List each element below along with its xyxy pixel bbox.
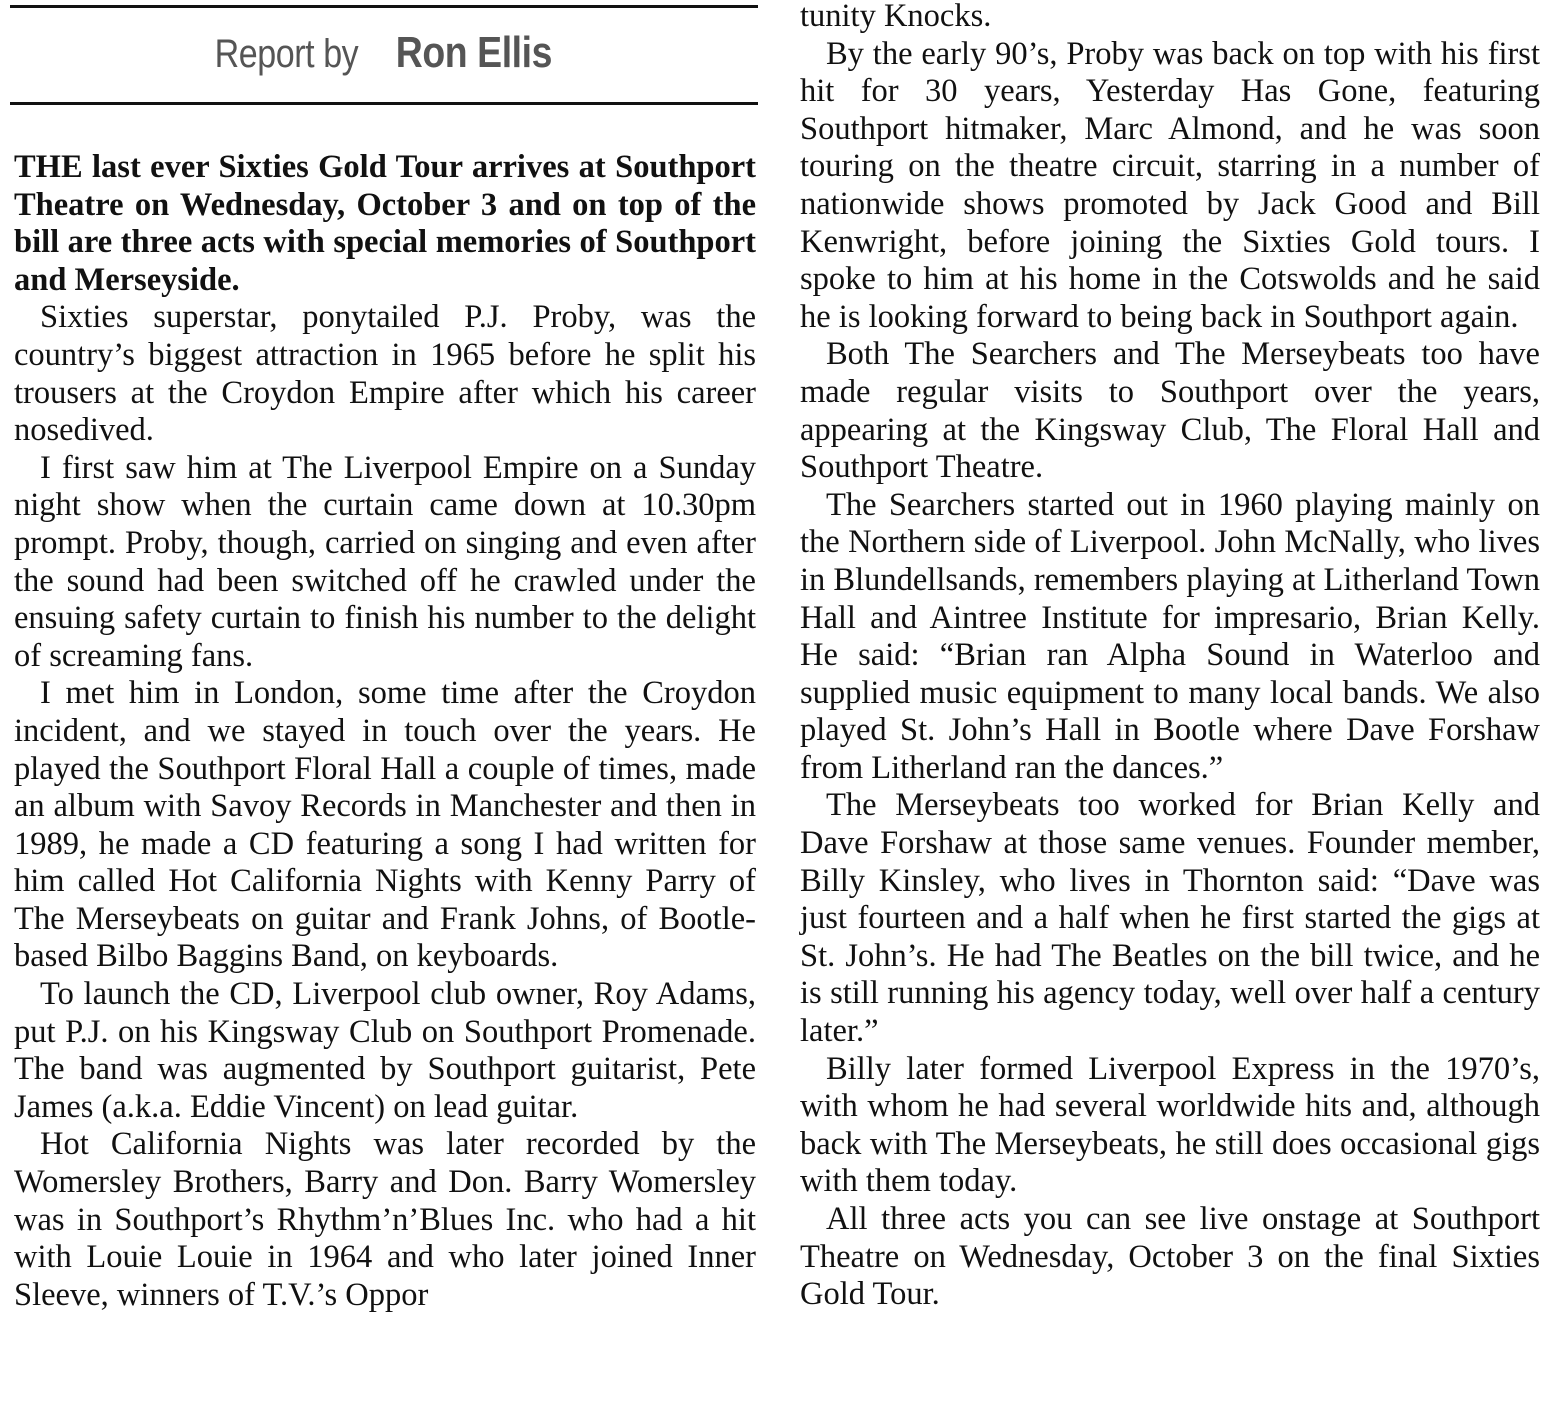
article-paragraph: The Merseybeats too worked for Brian Kelly and Dave Forshaw at those same venues. Founder member, Billy Kinsley, who lives in Thornton said: “Dave was just fourteen and a half when he first started the gigs at St. John’s. He had The Beatles on the bill twice, and he is still running his agency today, well over half a century later.”	[800, 787, 1540, 1050]
left-column	[14, 0, 756, 1314]
right-column	[800, 0, 1540, 1314]
article-paragraph: Hot California Nights was later recorded by the Womersley Brothers, Barry and Don. Barry Womersley was in Southport’s Rhythm’n’Blues Inc. who had a hit with Louie Louie in 1964 and who later joined Inner Sleeve, winners of T.V.’s Oppor	[14, 1126, 756, 1313]
byline	[10, 5, 758, 105]
article-paragraph: I first saw him at The Liverpool Empire on a Sunday night show when the curtain came down at 10.30pm prompt. Proby, though, carried on singing and even after the sound had been switched off he crawled under the ensuing safety curtain to finish his number to the delight of screaming fans.	[14, 449, 756, 674]
article-paragraph: All three acts you can see live onstage at Southport Theatre on Wednesday, October 3 on the final Sixties Gold Tour.	[800, 1201, 1540, 1313]
article-paragraph: Both The Searchers and The Merseybeats too have made regular visits to Southport over the years, appearing at the Kingsway Club, The Floral Hall and Southport Theatre.	[800, 336, 1540, 486]
article-paragraph: I met him in London, some time after the Croydon incident, and we stayed in touch over the years. He played the Southport Floral Hall a couple of times, made an album with Savoy Records in Manchester and then in 1989, he made a CD featuring a song I had written for him called Hot California Nights with Kenny Parry of The Merseybeats on guitar and Frank Johns, of Bootle-based Bilbo Baggins Band, on keyboards.	[14, 675, 756, 975]
article-paragraph: To launch the CD, Liverpool club owner, Roy Adams, put P.J. on his Kingsway Club on Southport Promenade. The band was augmented by Southport guitarist, Pete James (a.k.a. Eddie Vincent) on lead guitar.	[14, 976, 756, 1125]
article-continuation: tunity Knocks.	[800, 0, 992, 34]
byline-prefix: Report by	[215, 32, 359, 76]
article-paragraph: Sixties superstar, ponytailed P.J. Proby, was the country’s biggest attraction in 1965 before he split his trousers at the Croydon Empire after which his career nosedived.	[14, 299, 756, 449]
article-paragraph: By the early 90’s, Proby was back on top with his first hit for 30 years, Yesterday Has Gone, featuring Southport hitmaker, Marc Almond, and he was soon touring on the theatre circuit, starring in a number of nationwide shows promoted by Jack Good and Bill Kenwright, before joining the Sixties Gold tours. I spoke to him at his home in the Cotswolds and he said he is looking forward to being back in Southport again.	[800, 35, 1540, 335]
article-lede: THE last ever Sixties Gold Tour arrives at Southport Theatre on Wednesday, October 3 and on top of the bill are three acts with special memories of Southport and Merseyside.	[14, 149, 756, 298]
article-paragraph: Billy later formed Liverpool Express in the 1970’s, with whom he had several worldwide hits and, although back with The Merseybeats, he still does occasional gigs with them today.	[800, 1050, 1540, 1200]
byline-author: Ron Ellis	[395, 28, 552, 77]
article-paragraph: The Searchers started out in 1960 playing mainly on the Northern side of Liverpool. John McNally, who lives in Blundellsands, remembers playing at Litherland Town Hall and Aintree Institute for impresario, Brian Kelly. He said: “Brian ran Alpha Sound in Waterloo and supplied music equipment to many local bands. We also played St. John’s Hall in Bootle where Dave Forshaw from Litherland ran the dances.”	[800, 486, 1540, 786]
